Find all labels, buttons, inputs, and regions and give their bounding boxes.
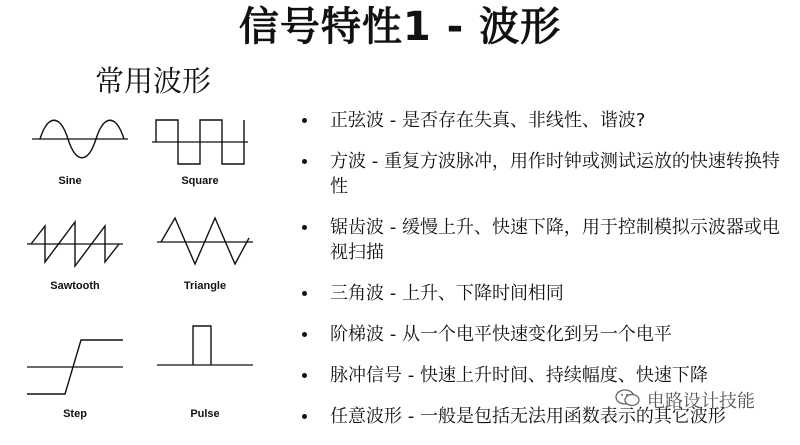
list-item [300,363,790,388]
sine-wave-diagram [30,112,130,167]
bullet-text: 脉冲信号 - 快速上升时间、持续幅度、快速下降 [330,365,708,386]
bullet-text: 阶梯波 - 从一个电平快速变化到另一个电平 [330,324,672,345]
list-item [300,108,790,133]
section-subtitle: 常用波形 [95,64,212,98]
list-item [300,322,790,347]
bullet-text: 方波 - 重复方波脉冲，用作时钟或测试运放的快速转换特性 [330,151,780,197]
pulse-label: Pulse [190,408,220,420]
wechat-icon [615,388,641,413]
bullet-dot-icon [302,414,307,419]
triangle-label: Triangle [183,280,227,292]
square-label: Square [181,175,219,187]
watermark [615,387,755,413]
bullet-dot-icon [302,225,307,230]
pulse-wave-diagram [155,320,255,375]
sine-label: Sine [58,175,82,187]
page-title: 信号特性1 - 波形 [238,4,562,50]
bullet-text: 三角波 - 上升、下降时间相同 [330,283,564,304]
bullet-dot-icon [302,118,307,123]
square-wave-diagram [150,112,250,172]
bullet-text: 正弦波 - 是否存在失真、非线性、谐波? [330,110,646,131]
step-wave-diagram [25,332,125,402]
bullet-dot-icon [302,332,307,337]
bullet-dot-icon [302,291,307,296]
sawtooth-label: Sawtooth [50,280,100,292]
triangle-wave-diagram [155,212,255,272]
sawtooth-wave-diagram [25,214,125,274]
bullet-dot-icon [302,373,307,378]
list-item [300,149,790,199]
list-item [300,281,790,306]
watermark-text: 电路设计技能 [647,391,755,412]
bullet-dot-icon [302,159,307,164]
step-label: Step [63,408,87,420]
list-item [300,215,790,265]
bullet-text: 锯齿波 - 缓慢上升、快速下降，用于控制模拟示波器或电视扫描 [330,217,780,263]
bullet-text: 任意波形 - 一般是包括无法用函数表示的其它波形 [330,406,726,427]
